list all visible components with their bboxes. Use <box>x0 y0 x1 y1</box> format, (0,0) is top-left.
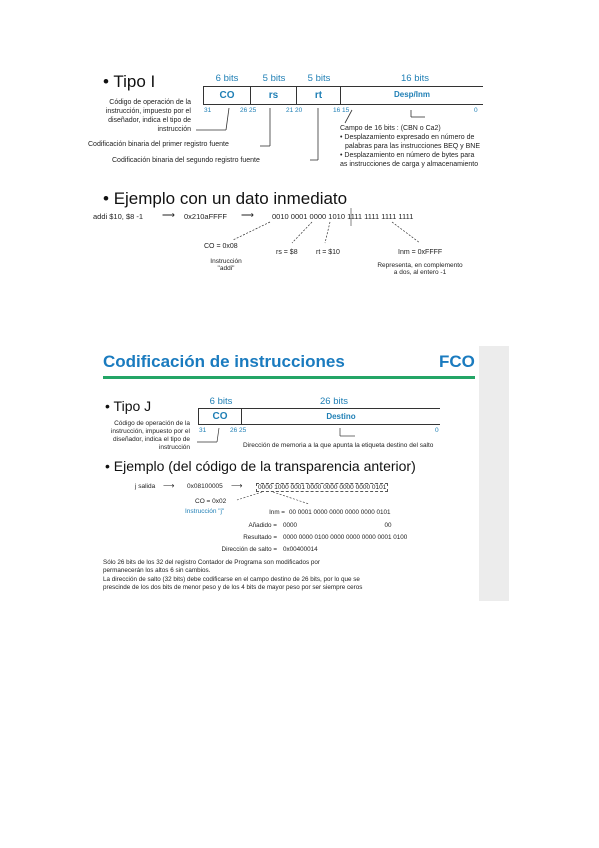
field-rt: rt <box>314 90 323 101</box>
addi-binary: 0010 0001 0000 1010 1111 1111 1111 1111 <box>272 212 414 221</box>
campo16-line: Campo de 16 bits : (CBN o Ca2) <box>340 125 441 132</box>
addi-instruction: addi $10, $8 -1 <box>93 212 144 221</box>
j-instruction: j salida <box>135 483 156 490</box>
field-destino: Destino <box>326 412 356 421</box>
co-j-desc-line: diseñador, indica el tipo de <box>113 436 190 443</box>
field-co-j: CO <box>212 411 228 422</box>
bits-rt: 5 bits <box>307 73 331 84</box>
field-desp: Desp/Inm <box>393 90 430 99</box>
rt-value: rt = $10 <box>316 249 340 256</box>
bitnum-16-15: 16 15 <box>333 107 350 114</box>
inm-value: Inm = 0xFFFF <box>398 249 443 256</box>
cod-rt-label: Codificación binaria del segundo registro fuente <box>112 157 260 164</box>
inm-note-line: a dos, al entero -1 <box>393 269 447 276</box>
co-note-line: "addi" <box>217 265 235 272</box>
bitnum-0-j: 0 <box>435 427 439 434</box>
note-line: permanecerán los altos 6 sin cambios. <box>103 567 211 574</box>
arrow-icon: ⟶ <box>241 210 254 220</box>
row-label: Añadido = <box>248 522 277 529</box>
row-label: Inm = <box>269 509 285 516</box>
bitnum-0: 0 <box>474 107 478 114</box>
tipo-j-label: Tipo J <box>113 398 152 414</box>
j-binary: 0000 1000 0001 0000 0000 0000 0000 0101 <box>258 484 387 491</box>
note-line: prescinde de los dos bits de menor peso y de los 4 bits de mayor peso por ser siempre ceros <box>103 584 363 591</box>
co-desc-line: diseñador, indica el tipo de <box>108 117 191 124</box>
field-rs: rs <box>268 90 279 101</box>
co-note <box>204 258 248 272</box>
co-desc-line: Código de operación de la <box>109 99 191 106</box>
tipo-j-bullet: • Tipo J <box>105 398 152 414</box>
ejemplo-inmediato-label: Ejemplo con un dato inmediato <box>113 189 348 208</box>
note-line: Sólo 26 bits de los 32 del registro Contador de Programa son modificados por <box>103 559 321 566</box>
campo16-line: • Desplazamiento expresado en número de <box>340 134 475 141</box>
bits-destino: 26 bits <box>320 396 348 407</box>
bits-co-j: 6 bits <box>209 396 233 407</box>
co-note-line: Instrucción <box>210 258 242 265</box>
bits-rs: 5 bits <box>262 73 286 84</box>
tipo-i-bullet: • Tipo I <box>103 72 156 91</box>
ejemplo-j-label: Ejemplo (del código de la transparencia anterior) <box>113 458 416 474</box>
co-j-desc-line: instrucción <box>158 444 190 451</box>
bitnum-26-25-j: 26 25 <box>230 427 247 434</box>
campo16-line: • Desplazamiento en número de bytes para <box>340 152 475 159</box>
arrow-icon: ⟶ <box>231 481 243 490</box>
bitnum-31: 31 <box>204 107 212 114</box>
co-j-desc-line: Código de operación de la <box>114 420 190 427</box>
destino-description: Dirección de memoria a la que apunta la etiqueta destino del salto <box>243 442 434 449</box>
bitnum-21-20: 21 20 <box>286 107 303 114</box>
slide-tipo-j <box>97 346 509 601</box>
tipo-i-label: Tipo I <box>113 72 156 91</box>
bitnum-26-25: 26 25 <box>240 107 257 114</box>
row-value: 0000 00 <box>283 522 392 529</box>
j-hex: 0x08100005 <box>187 483 223 490</box>
bits-co: 6 bits <box>215 73 239 84</box>
co-j-value: CO = 0x02 <box>195 498 227 505</box>
ejemplo-j-bullet: • Ejemplo (del código de la transparencia anterior) <box>105 458 416 474</box>
campo16-line: as instrucciones de carga y almacenamiento <box>340 161 479 168</box>
campo16-line: palabras para las instrucciones BEQ y BNE <box>345 143 481 150</box>
bitnum-31-j: 31 <box>199 427 207 434</box>
row-value: 00 0001 0000 0000 0000 0000 0101 <box>289 509 391 516</box>
row-value: 0x00400014 <box>283 546 318 553</box>
arrow-icon: ⟶ <box>162 210 175 220</box>
row-label: Dirección de salto = <box>221 546 277 553</box>
ejemplo-inmediato-bullet: • Ejemplo con un dato inmediato <box>103 189 348 208</box>
inm-note-line: Representa, en complemento <box>377 262 463 269</box>
row-label: Resultado = <box>243 534 277 541</box>
row-value: 0000 0000 0100 0000 0000 0000 0001 0100 <box>283 534 408 541</box>
addi-hex: 0x210aFFFF <box>184 212 227 221</box>
co-j-note: Instrucción "j" <box>185 508 225 515</box>
inm-note <box>368 262 472 276</box>
cod-rs-label: Codificación binaria del primer registro fuente <box>88 141 229 148</box>
co-j-desc-line: instrucción, impuesto por el <box>110 428 190 435</box>
arrow-icon: ⟶ <box>163 481 175 490</box>
bits-desp: 16 bits <box>401 73 429 84</box>
field-co: CO <box>219 90 235 101</box>
slide-title: Codificación de instrucciones <box>103 352 345 371</box>
ejemplo-i-arrows <box>0 0 599 300</box>
co-desc-line: instrucción, impuesto por el <box>105 108 191 115</box>
note-line: La dirección de salto (32 bits) debe codificarse en el campo destino de 26 bits, por lo que se <box>103 576 360 583</box>
co-desc-line: instrucción <box>157 126 191 133</box>
fco-label: FCO <box>439 352 475 371</box>
rs-value: rs = $8 <box>276 249 298 256</box>
co-value: CO = 0x08 <box>204 243 238 250</box>
